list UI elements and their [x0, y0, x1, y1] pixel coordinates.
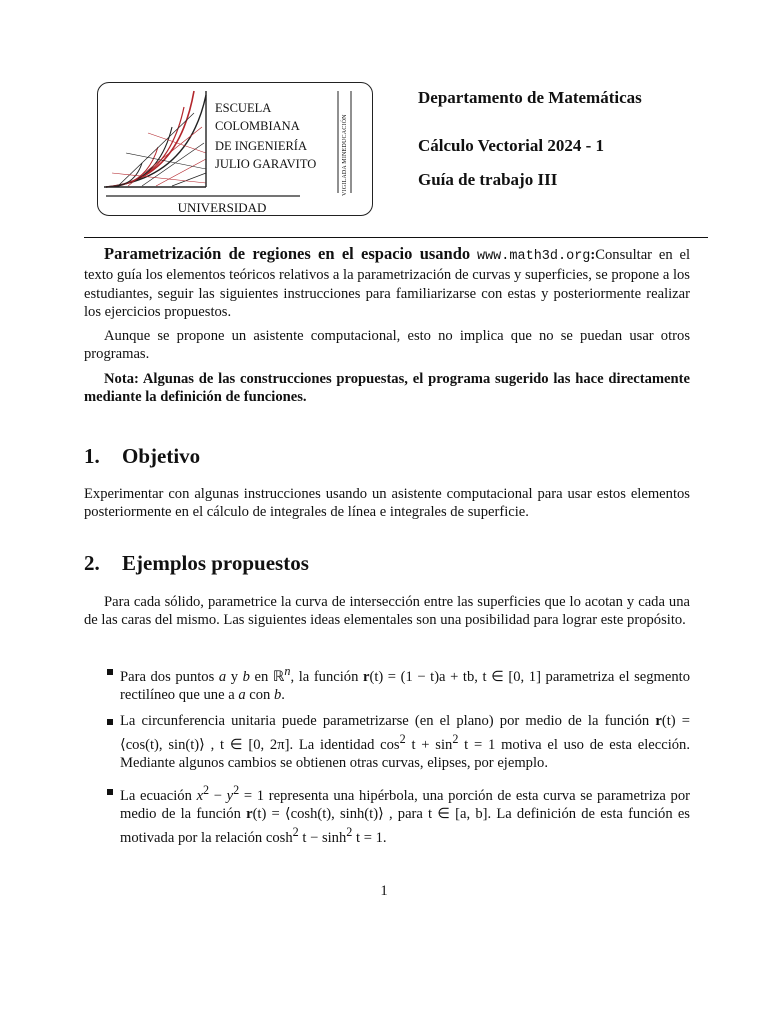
section-2-body: Para cada sólido, parametrice la curva de intersección entre las superficies que lo acotan y cada una de las caras del mismo. Las siguientes ideas elementales son una posibilidad para lograr este propósito.	[84, 594, 690, 629]
section-1-heading: 1. Objetivo	[84, 444, 201, 468]
logo-vertical-text: VIGILADA MINEDUCACIÓN	[342, 114, 348, 196]
bullet-marker	[107, 719, 113, 725]
section-2-heading: 2. Ejemplos propuestos	[84, 551, 309, 575]
intro-block	[84, 245, 690, 406]
bullet-marker	[107, 789, 113, 795]
department-heading: Departamento de Matemáticas	[418, 88, 642, 107]
section-1-body: Experimentar con algunas instrucciones usando un asistente computacional para usar estos elementos posteriormente en el cálculo de integrales de línea e integrales de superficie.	[84, 486, 690, 521]
course-heading: Cálculo Vectorial 2024 - 1	[418, 136, 605, 155]
bullet-segment: Para dos puntos a y b en ℝ$^n$, la función r(t) = (1 − t)a + tb, t ∈ [0, 1] parametriza el segmento rectilíneo que une a a con b.	[120, 664, 691, 704]
bullet-circle: La circunferencia unitaria puede parametrizarse (en el plano) por medio de la función r(t) = ⟨cos(t), sin(t)⟩ , t ∈ [0, 2π]. La identidad $\cos^2 t + \sin^2 t = 1$ motiva el uso de esta elección. Mediante algunos cambios se obtienen otras curvas, elipses, por ejemplo.	[120, 713, 690, 772]
university-logo	[97, 82, 373, 216]
site-link[interactable]: www.math3d.org	[476, 249, 591, 264]
note-paragraph: Nota: Algunas de las construcciones propuestas, el programa sugerido las hace directamente mediante la definición de funciones.	[84, 370, 690, 406]
logo-line-3: DE INGENIERÍA	[215, 139, 307, 153]
logo-university: UNIVERSIDAD	[177, 200, 267, 215]
header-rule	[84, 237, 708, 238]
page-number: 1	[380, 883, 388, 899]
logo-line-4: JULIO GARAVITO	[215, 157, 317, 171]
guide-heading: Guía de trabajo III	[418, 170, 558, 189]
logo-line-2: COLOMBIANA	[215, 119, 300, 133]
bullet-hyperbola: La ecuación $x^2 - y^2 = 1$ representa una hipérbola, una porción de esta curva se parametriza por medio de la función r(t) = ⟨cosh(t), sinh(t)⟩ , para t ∈ [a, b]. La definición de esta función es motivada por la relación $\cosh^2 t - \sinh^2 t = 1$.	[120, 783, 691, 847]
bullet-marker	[107, 669, 113, 675]
intro-title: Parametrización de regiones en el espacio usando	[104, 244, 471, 263]
intro-paragraph: Parametrización de regiones en el espacio usando www.math3d.org:Consultar en el texto guía los elementos teóricos relativos a la parametrización de curvas y superficies, se propone a los estudiantes, seguir las siguientes instrucciones para familiarizarse con estas y posteriormente realizar los ejercicios propuestos.	[84, 244, 690, 320]
logo-line-1: ESCUELA	[215, 101, 272, 115]
intro-paragraph-2: Aunque se propone un asistente computacional, esto no implica que no se puedan usar otros programas.	[84, 328, 690, 363]
